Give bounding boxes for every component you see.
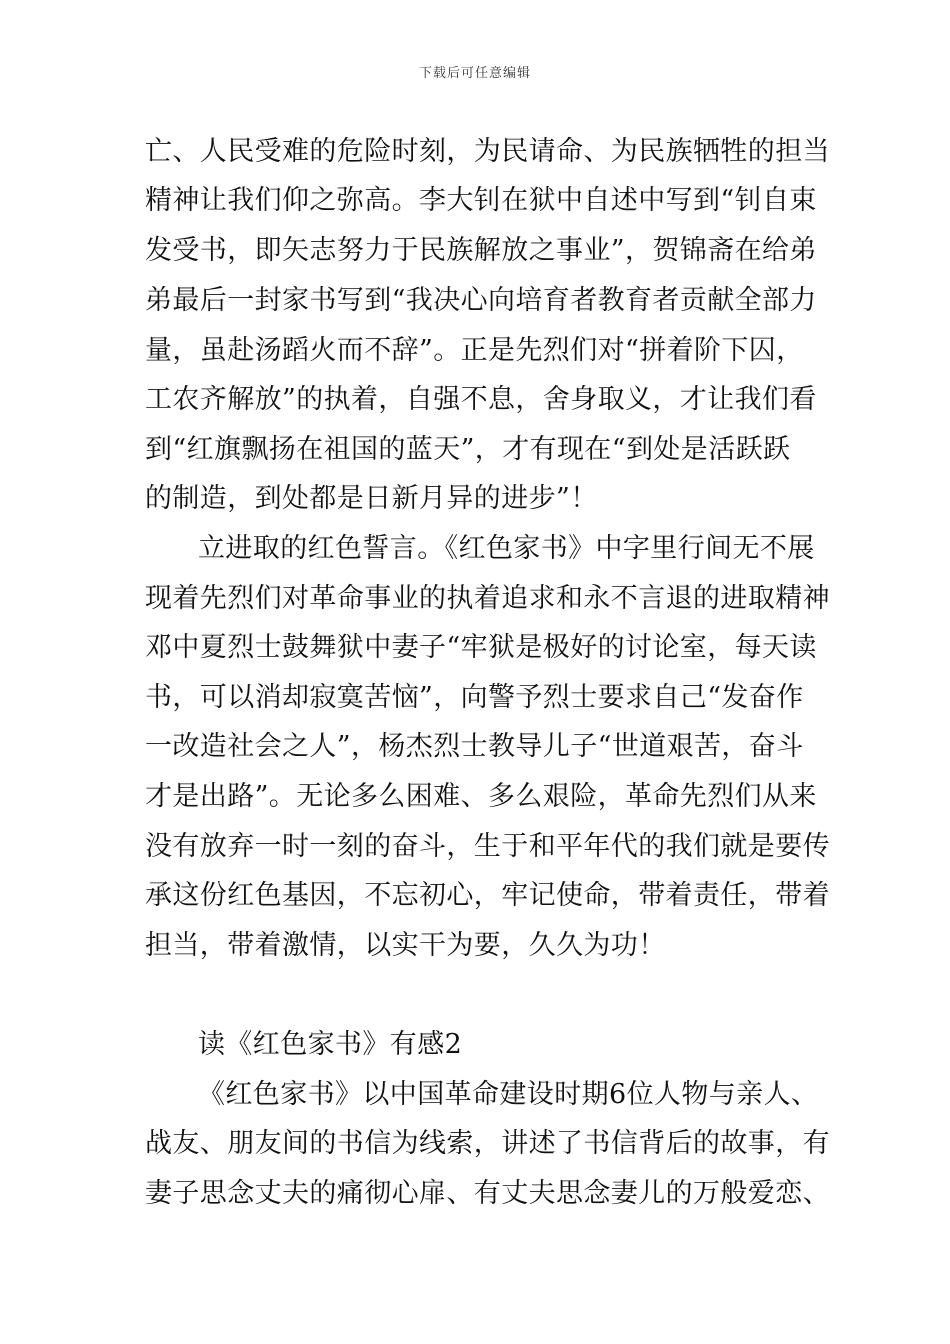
- text-line: 没有放弃一时一刻的奋斗，生于和平年代的我们就是要传: [145, 831, 830, 862]
- text-line: 工农齐解放”的执着，自强不息，舍身取义，才让我们看: [145, 384, 817, 415]
- text-line: 精神让我们仰之弥高。李大钊在狱中自述中写到“钊自束: [145, 185, 817, 216]
- text-line: 邓中夏烈士鼓舞狱中妻子“牢狱是极好的讨论室，每天读: [145, 632, 817, 663]
- text-line: 亡、人民受难的危险时刻，为民请命、为民族牺牲的担当: [145, 136, 830, 167]
- text-line: 承这份红色基因，不忘初心，牢记使命，带着责任，带着: [145, 880, 830, 911]
- text-line: 量，虽赴汤蹈火而不辞”。正是先烈们对“拼着阶下囚，: [145, 335, 804, 366]
- text-line: 弟最后一封家书写到“我决心向培育者教育者贡献全部力: [145, 285, 817, 316]
- text-line: 书，可以消却寂寞苦恼”，向警予烈士要求自己“发奋作: [145, 682, 804, 713]
- text-line: 妻子思念丈夫的痛彻心扉、有丈夫思念妻儿的万般爱恋、: [145, 1178, 830, 1209]
- text-line: 才是出路”。无论多么困难、多么艰险，革命先烈们从来: [145, 781, 817, 812]
- text-line: 现着先烈们对革命事业的执着追求和永不言退的进取精神: [145, 583, 830, 614]
- text-line: 到“红旗飘扬在祖国的蓝天”，才有现在“到处是活跃跃: [145, 434, 791, 465]
- text-line: 一改造社会之人”，杨杰烈士教导儿子“世道艰苦，奋斗: [145, 731, 804, 762]
- text-line: 的制造，到处都是日新月异的进步”！: [145, 483, 598, 514]
- section-title: 读《红色家书》有感2: [198, 1029, 463, 1060]
- page-header: 下载后可任意编辑: [418, 66, 531, 81]
- text-line: 战友、朋友间的书信为线索，讲述了书信背后的故事，有: [145, 1128, 830, 1159]
- paragraph-first-line: 立进取的红色誓言。《红色家书》中字里行间无不展: [198, 533, 815, 564]
- paragraph-first-line: 《红色家书》以中国革命建设时期6位人物与亲人、: [198, 1079, 819, 1110]
- text-line: 发受书，即矢志努力于民族解放之事业”，贺锦斋在给弟: [145, 235, 817, 266]
- text-line: 担当，带着激情，以实干为要，久久为功！: [145, 930, 666, 961]
